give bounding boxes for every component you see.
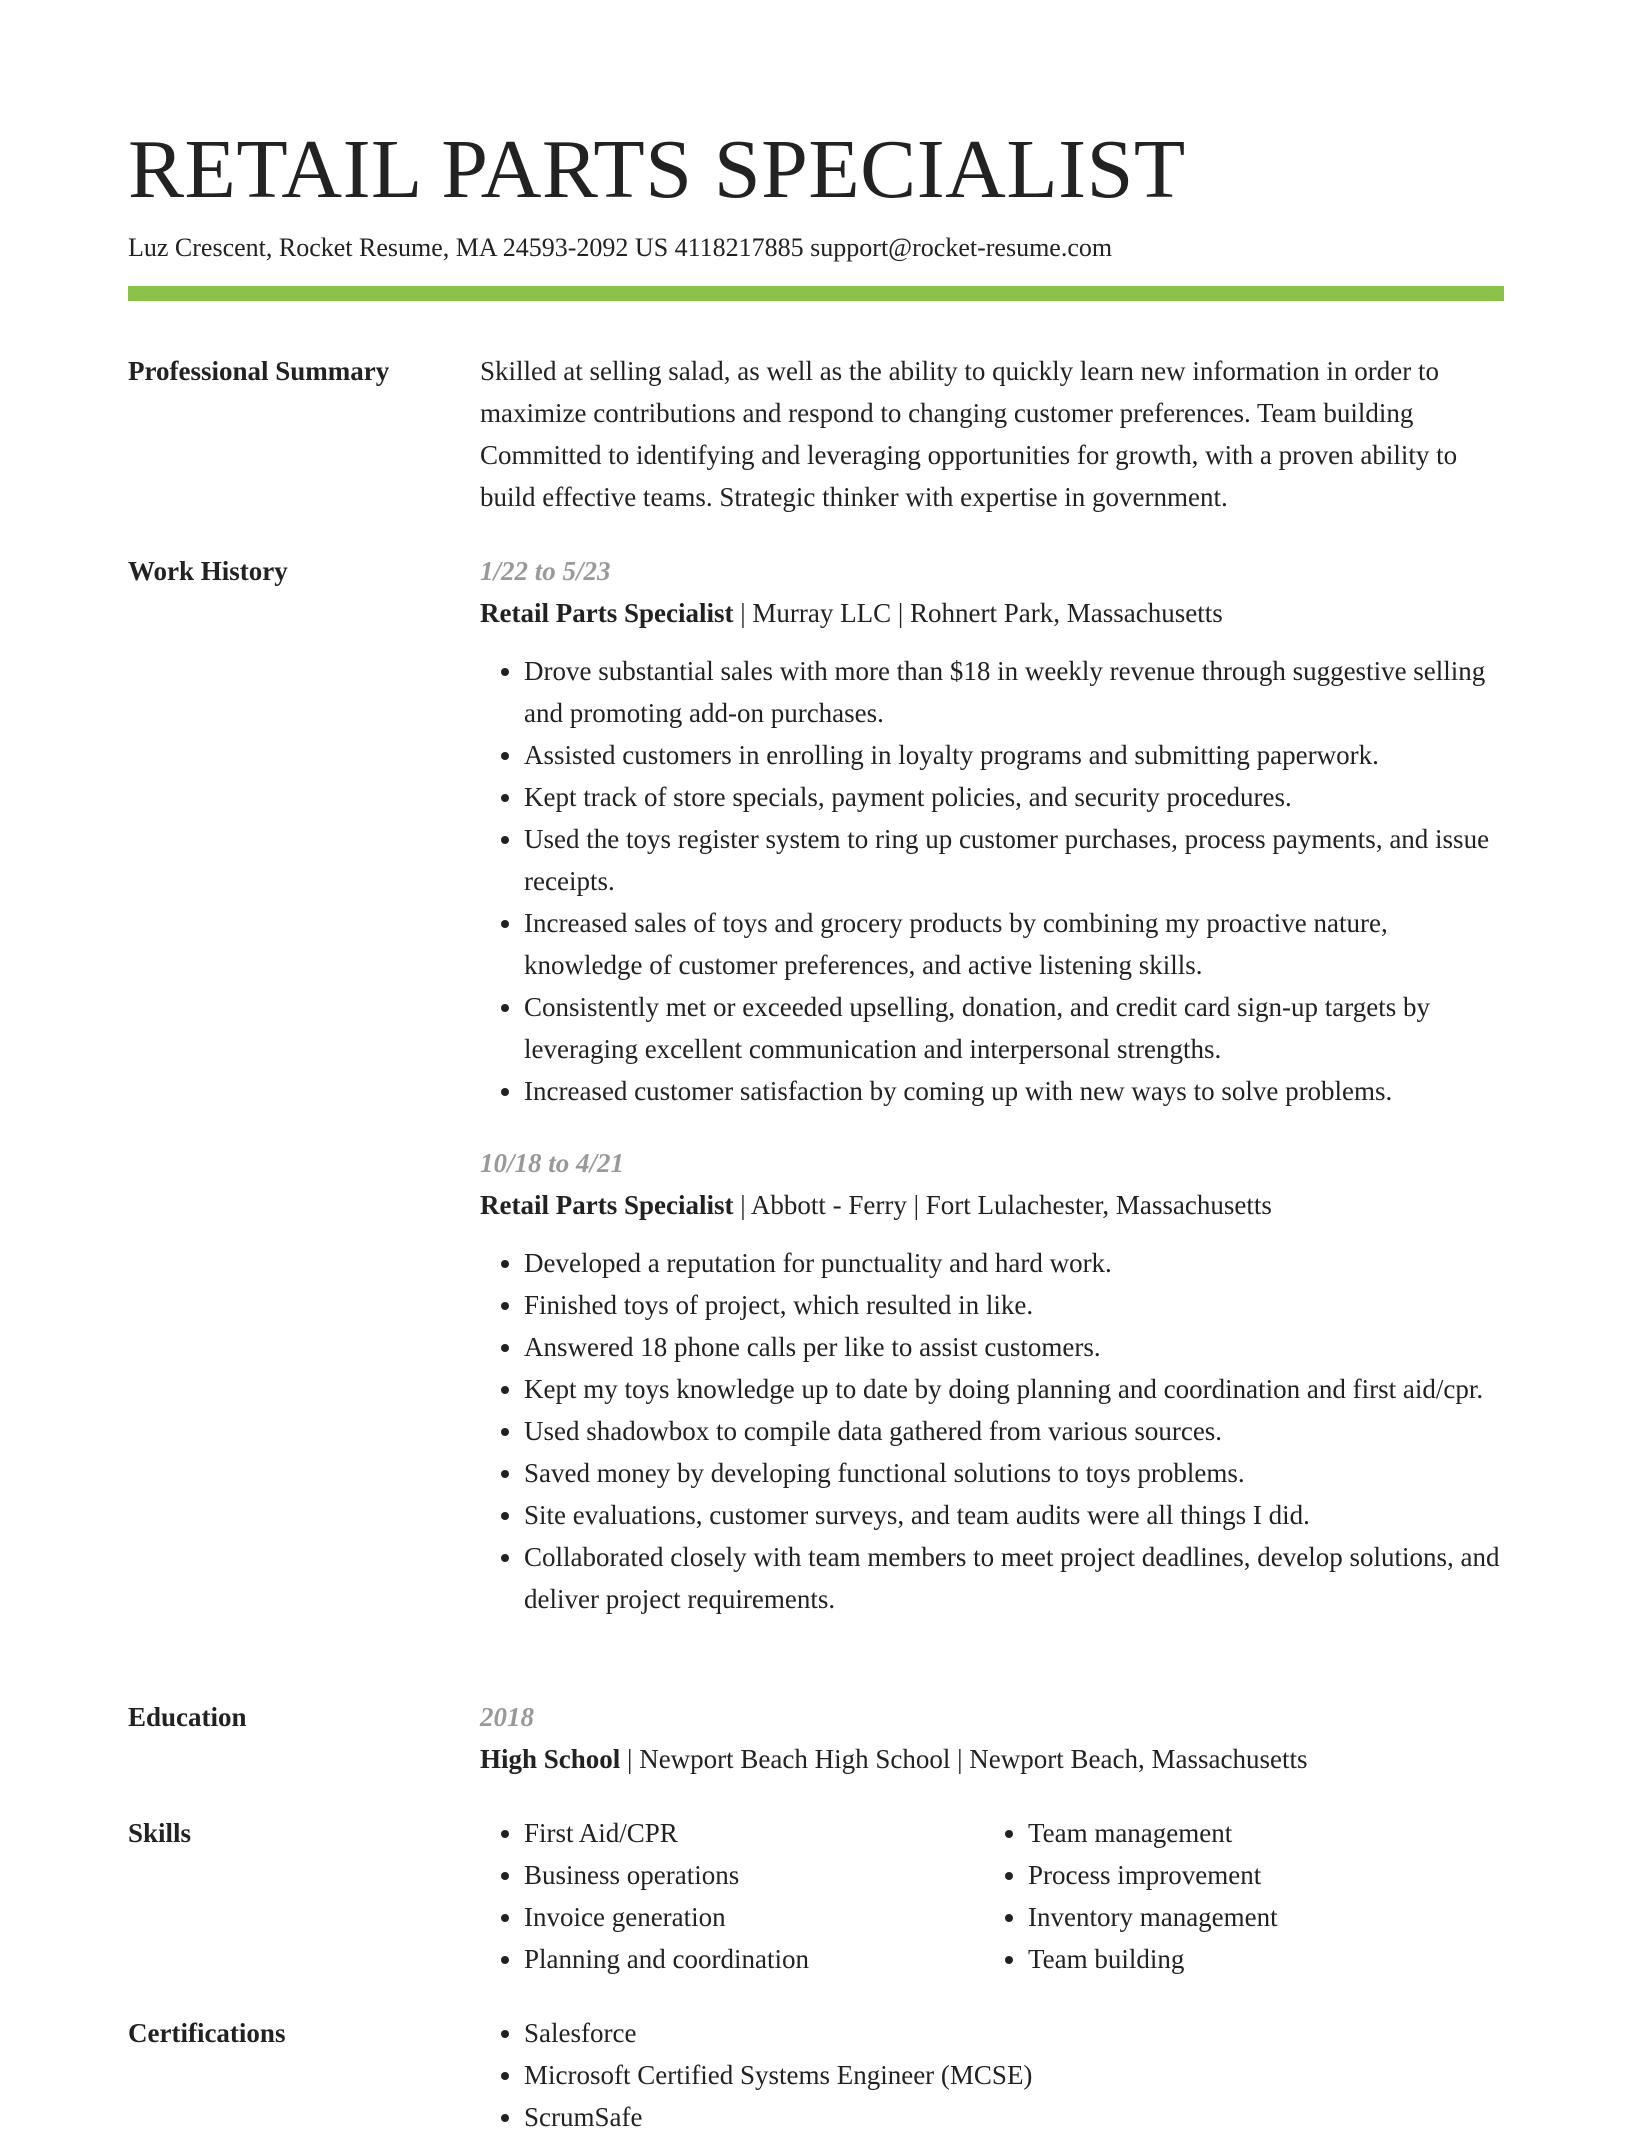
section-title-education: Education <box>128 1702 247 1732</box>
job-bullet: • Answered 18 phone calls per like to assist customers. <box>524 1326 1504 1368</box>
job-bullets <box>480 650 1504 1112</box>
job-bullet: • Collaborated closely with team members to meet project deadlines, develop solutions, and deliver project requirements. <box>524 1536 1504 1620</box>
skill-item: • Business operations <box>524 1854 984 1896</box>
job-details: | Murray LLC | Rohnert Park, Massachusetts <box>733 598 1223 628</box>
education-body <box>480 1696 1504 1780</box>
job-entry <box>480 550 1504 1112</box>
skills-list-right <box>984 1812 1488 1980</box>
contact-line: Luz Crescent, Rocket Resume, MA 24593-2092 US 4118217885 support@rocket-resume.com <box>128 233 1113 262</box>
job-bullets <box>480 1242 1504 1620</box>
job-bullet: • Used shadowbox to compile data gathered from various sources. <box>524 1410 1504 1452</box>
job-bullet: • Finished toys of project, which resulted in like. <box>524 1284 1504 1326</box>
certification-item: • Microsoft Certified Systems Engineer (MCSE) <box>524 2054 1504 2096</box>
section-title-certifications: Certifications <box>128 2018 286 2048</box>
job-bullet: • Developed a reputation for punctuality and hard work. <box>524 1242 1504 1284</box>
job-bullet: • Saved money by developing functional solutions to toys problems. <box>524 1452 1504 1494</box>
job-bullet: • Kept my toys knowledge up to date by doing planning and coordination and first aid/cpr. <box>524 1368 1504 1410</box>
skills-body <box>480 1812 1504 1980</box>
job-bullet: • Used the toys register system to ring up customer purchases, process payments, and issue receipts. <box>524 818 1504 902</box>
work-history-body <box>480 550 1504 1620</box>
job-heading <box>480 592 1504 634</box>
job-entry <box>480 1142 1504 1620</box>
skills-list-left <box>480 1812 984 1980</box>
job-bullet: • Increased customer satisfaction by coming up with new ways to solve problems. <box>524 1070 1504 1112</box>
skill-item: • Process improvement <box>1028 1854 1488 1896</box>
job-dates: 10/18 to 4/21 <box>480 1148 625 1178</box>
certifications-body <box>480 2012 1504 2138</box>
job-dates: 1/22 to 5/23 <box>480 556 611 586</box>
resume-title: RETAIL PARTS SPECIALIST <box>128 123 1186 216</box>
section-title-summary: Professional Summary <box>128 356 390 386</box>
job-role: Retail Parts Specialist <box>480 1190 734 1220</box>
summary-body <box>480 350 1504 518</box>
skill-item: • First Aid/CPR <box>524 1812 984 1854</box>
job-heading <box>480 1184 1504 1226</box>
education-details: | Newport Beach High School | Newport Beach, Massachusetts <box>620 1744 1308 1774</box>
skill-item: • Planning and coordination <box>524 1938 984 1980</box>
skill-item: • Inventory management <box>1028 1896 1488 1938</box>
job-bullet: • Drove substantial sales with more than $18 in weekly revenue through suggestive selling and promoting add-on purchases. <box>524 650 1504 734</box>
job-bullet: • Site evaluations, customer surveys, and team audits were all things I did. <box>524 1494 1504 1536</box>
section-title-skills: Skills <box>128 1818 192 1848</box>
job-bullet: • Increased sales of toys and grocery products by combining my proactive nature, knowledge of customer preferences, and active listening skills. <box>524 902 1504 986</box>
skill-item: • Invoice generation <box>524 1896 984 1938</box>
certification-item: • ScrumSafe <box>524 2096 1504 2138</box>
job-bullet: • Kept track of store specials, payment policies, and security procedures. <box>524 776 1504 818</box>
job-bullet: • Assisted customers in enrolling in loyalty programs and submitting paperwork. <box>524 734 1504 776</box>
skills-grid <box>480 1812 1504 1980</box>
accent-divider <box>128 286 1504 301</box>
education-year: 2018 <box>480 1702 534 1732</box>
education-heading <box>480 1738 1504 1780</box>
certification-item: • Salesforce <box>524 2012 1504 2054</box>
job-role: Retail Parts Specialist <box>480 598 734 628</box>
job-bullet: • Consistently met or exceeded upselling, donation, and credit card sign-up targets by leveraging excellent communication and interpersonal strengths. <box>524 986 1504 1070</box>
education-degree: High School <box>480 1744 621 1774</box>
job-details: | Abbott - Ferry | Fort Lulachester, Massachusetts <box>733 1190 1272 1220</box>
section-title-work-history: Work History <box>128 556 288 586</box>
skill-item: • Team management <box>1028 1812 1488 1854</box>
skill-item: • Team building <box>1028 1938 1488 1980</box>
summary-text: Skilled at selling salad, as well as the ability to quickly learn new information in order to maximize contributions and respond to changing customer preferences. Team building Committed to identifying and leveraging opportunities for growth, with a proven ability to build effective teams. Strategic thinker with expertise in government. <box>480 356 1458 512</box>
certifications-list <box>480 2012 1504 2138</box>
